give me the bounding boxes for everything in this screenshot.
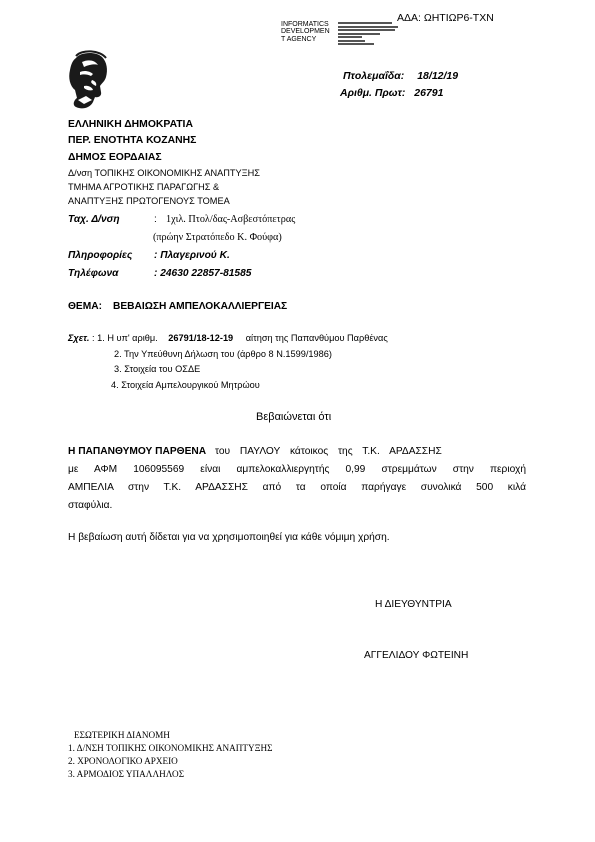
reference-4: 4. Στοιχεία Αμπελουργικού Μητρώου <box>111 380 260 390</box>
info-label: Πληροφορίες <box>68 250 133 261</box>
subject-value: ΒΕΒΑΙΩΣΗ ΑΜΠΕΛΟΚΑΛΛΙΕΡΓΕΙΑΣ <box>113 301 288 312</box>
body-purpose: Η βεβαίωση αυτή δίδεται για να χρησιμοποιηθεί για κάθε νόμιμη χρήση. <box>68 532 390 543</box>
distribution-heading: ΕΣΩΤΕΡΙΚΗ ΔΙΑΝΟΜΗ <box>74 730 170 740</box>
subject-label: ΘΕΜΑ: <box>68 301 102 312</box>
signature-name: ΑΓΓΕΛΙΔΟΥ ΦΩΤΕΙΝΗ <box>364 650 469 661</box>
address-value-1: 1χιλ. Πτολ/δας-Ασβεστόπετρας <box>166 214 296 225</box>
certify-heading: Βεβαιώνεται ότι <box>256 411 332 423</box>
header-country: ΕΛΛΗΝΙΚΗ ΔΗΜΟΚΡΑΤΙΑ <box>68 119 193 130</box>
protocol-line <box>340 87 443 99</box>
reference-label: Σχετ. <box>68 333 90 343</box>
reference-1-prefix: : 1. Η υπ' αριθμ. <box>92 333 158 343</box>
body-line-2: με ΑΦΜ 106095569 είναι αμπελοκαλλιεργητής 0,99 στρεμμάτων στην περιοχή <box>68 464 526 475</box>
info-value: : Πλαγερινού Κ. <box>154 250 230 261</box>
agency-logo <box>281 21 421 49</box>
body-line-3: ΑΜΠΕΛΙΑ στην Τ.Κ. ΑΡΔΑΣΣΗΣ από τα οποία παρήγαγε συνολικά 500 κιλά <box>68 482 526 493</box>
address-colon: : <box>154 214 157 225</box>
distribution-item-1: 1. Δ/ΝΣΗ ΤΟΠΙΚΗΣ ΟΙΚΟΝΟΜΙΚΗΣ ΑΝΑΠΤΥΞΗΣ <box>68 743 273 753</box>
distribution-item-2: 2. ΧΡΟΝΟΛΟΓΙΚΟ ΑΡΧΕΙΟ <box>68 756 178 766</box>
body-line-4: σταφύλια. <box>68 500 113 511</box>
protocol-value: 26791 <box>414 87 444 99</box>
reference-line-1 <box>68 333 388 343</box>
header-municipality: ΔΗΜΟΣ ΕΟΡΔΑΙΑΣ <box>68 152 162 163</box>
distribution-item-3: 3. ΑΡΜΟΔΙΟΣ ΥΠΑΛΛΗΛΟΣ <box>68 769 185 779</box>
header-department: ΤΜΗΜΑ ΑΓΡΟΤΙΚΗΣ ΠΑΡΑΓΩΓΗΣ & <box>68 182 220 192</box>
phone-label: Τηλέφωνα <box>68 268 119 279</box>
municipality-emblem <box>62 50 114 112</box>
agency-line-3: T AGENCY <box>281 35 317 43</box>
body-line-1-rest: του ΠΑΥΛΟΥ κάτοικος της Τ.Κ. ΑΡΔΑΣΣΗΣ <box>214 446 442 457</box>
reference-2: 2. Την Υπεύθυνη Δήλωση του (άρθρο 8 Ν.1599/1986) <box>114 349 332 359</box>
header-region: ΠΕΡ. ΕΝΟΤΗΤΑ ΚΟΖΑΝΗΣ <box>68 135 197 146</box>
reference-1-suffix: αίτηση της Παπανθύμου Παρθένας <box>245 333 388 343</box>
reference-1-number: 26791/18-12-19 <box>168 333 234 343</box>
date-value: 18/12/19 <box>417 70 459 82</box>
reference-3: 3. Στοιχεία του ΟΣΔΕ <box>114 364 201 374</box>
address-label: Ταχ. Δ/νση <box>68 214 120 225</box>
date-line <box>343 70 458 82</box>
agency-fine-print <box>338 22 398 47</box>
protocol-label: Αριθμ. Πρωτ: <box>340 87 406 99</box>
agency-line-1: INFORMATICS <box>281 21 329 28</box>
agency-line-2: DEVELOPMEN <box>281 28 330 36</box>
header-department-2: ΑΝΑΠΤΥΞΗΣ ΠΡΩΤΟΓΕΝΟΥΣ ΤΟΜΕΑ <box>68 196 230 206</box>
date-label: Πτολεμαΐδα: <box>343 70 405 82</box>
signature-title: Η ΔΙΕΥΘΥΝΤΡΙΑ <box>375 599 452 610</box>
phone-value: : 24630 22857-81585 <box>154 268 252 279</box>
ada-code: ΑΔΑ: ΩΗΤΙΩΡ6-ΤΧΝ <box>397 12 494 24</box>
body-line-1 <box>68 446 526 457</box>
beneficiary-name: Η ΠΑΠΑΝΘΥΜΟΥ ΠΑΡΘΕΝΑ <box>68 446 207 457</box>
header-directorate: Δ/νση ΤΟΠΙΚΗΣ ΟΙΚΟΝΟΜΙΚΗΣ ΑΝΑΠΤΥΞΗΣ <box>68 168 260 178</box>
address-value-2: (πρώην Στρατόπεδο Κ. Φούφα) <box>153 232 282 243</box>
